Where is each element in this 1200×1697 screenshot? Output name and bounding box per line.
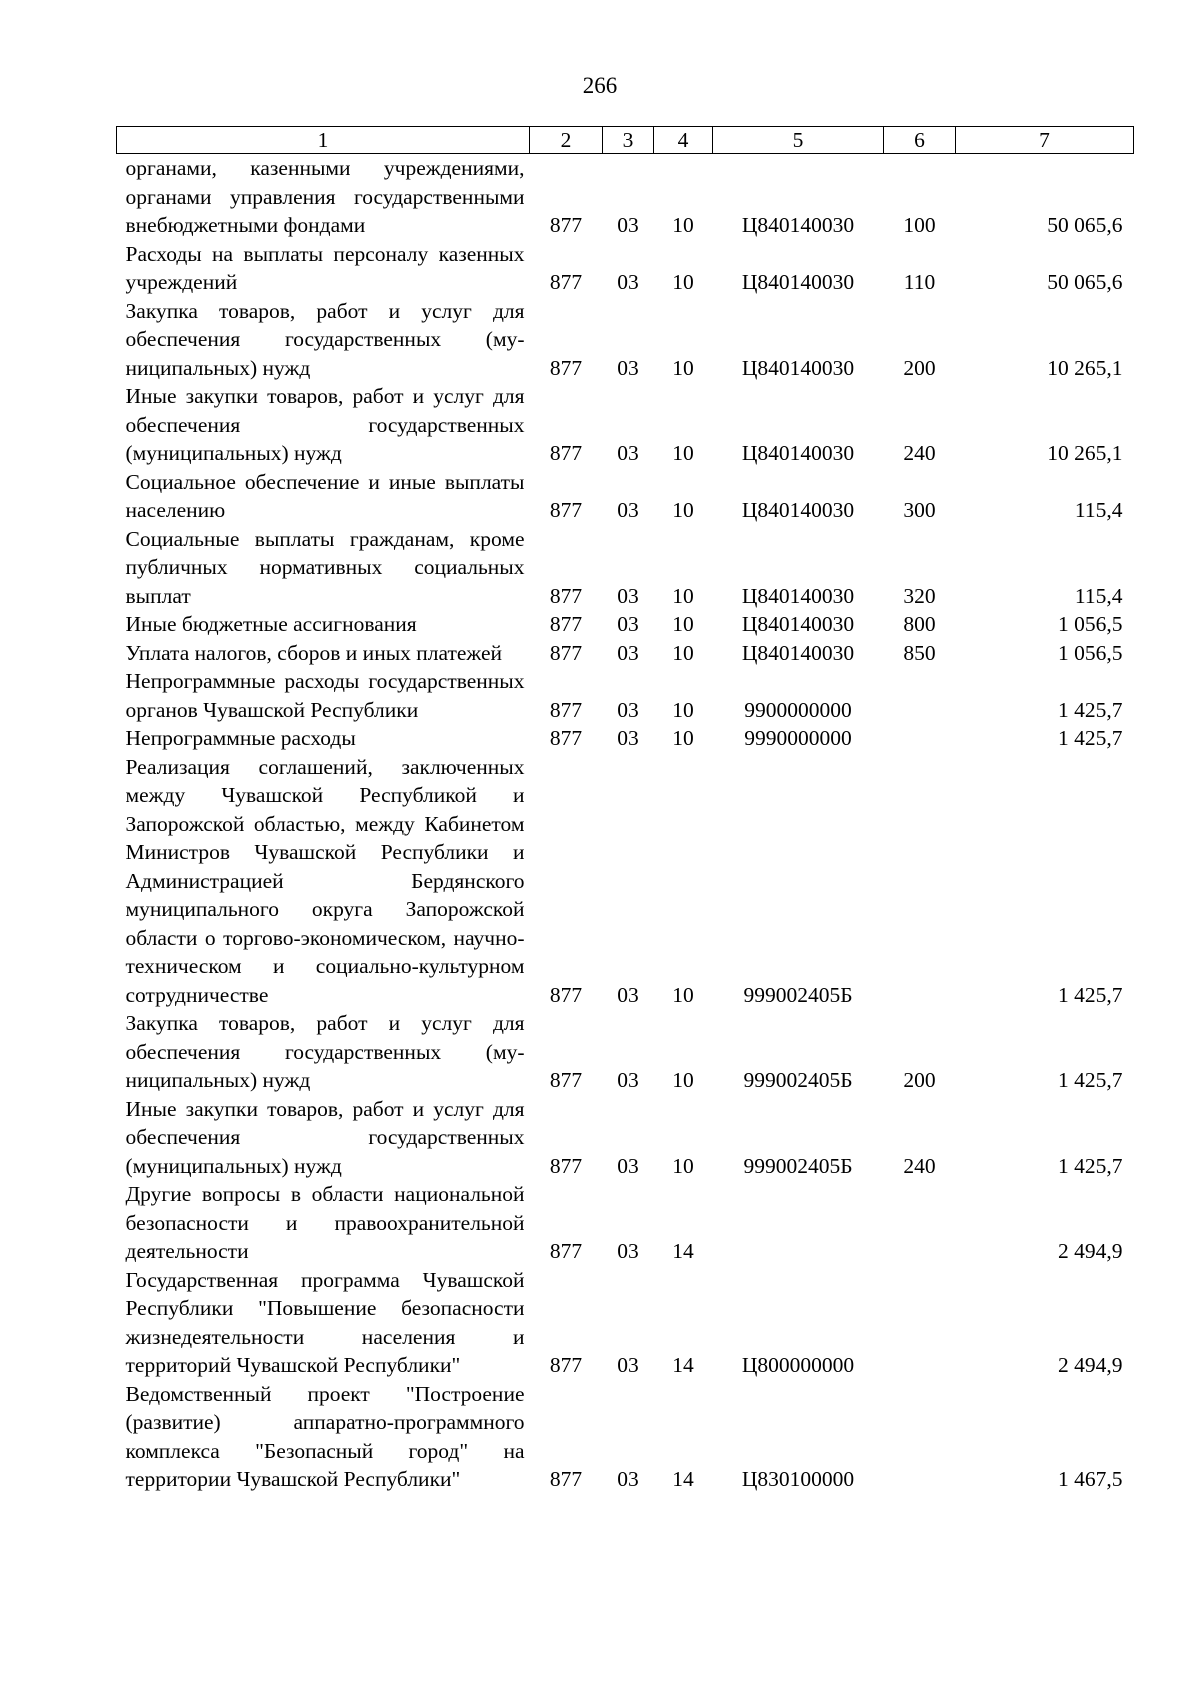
row-pr-cell: 10 bbox=[672, 697, 694, 722]
row-name-cell: Непрограммные расходы государственных органов Чувашской Республики bbox=[125, 669, 525, 722]
row-rz-cell: 03 bbox=[617, 1467, 639, 1491]
row-csr-cell: Ц840140030 bbox=[741, 583, 855, 608]
row-pr-cell: 10 bbox=[672, 1153, 694, 1178]
row-vr-cell: 200 bbox=[903, 1068, 936, 1092]
row-csr-cell: 9990000000 bbox=[744, 726, 852, 750]
header-cell-pr: 4 bbox=[654, 127, 713, 154]
row-rz-cell: 03 bbox=[617, 640, 639, 665]
row-name-cell: Уплата налогов, сборов и иных платежей bbox=[125, 640, 503, 665]
row-sum-cell: 1 425,7 bbox=[1058, 982, 1123, 1007]
row-pr-cell: 10 bbox=[672, 640, 694, 665]
row-ved-cell: 877 bbox=[549, 213, 583, 237]
page-number: 266 bbox=[582, 73, 618, 98]
row-rz-cell: 03 bbox=[617, 726, 639, 750]
row-name-cell: Другие вопросы в области национальной безопасности и правоохранительной деятельности bbox=[125, 1182, 525, 1263]
table-row bbox=[117, 639, 1134, 668]
header-cell-ved: 2 bbox=[530, 127, 603, 154]
row-ved-cell: 877 bbox=[549, 355, 583, 380]
row-rz-cell: 03 bbox=[617, 498, 639, 522]
row-sum-cell: 1 425,7 bbox=[1058, 1068, 1123, 1092]
header-cell-sum: 7 bbox=[956, 127, 1134, 154]
table-row bbox=[117, 297, 1134, 383]
row-vr-cell bbox=[884, 667, 956, 724]
row-name-cell: Непрограммные расходы bbox=[125, 726, 356, 750]
row-sum-cell: 1 467,5 bbox=[1058, 1467, 1123, 1491]
row-csr-cell bbox=[713, 1180, 884, 1266]
row-rz-cell: 03 bbox=[617, 583, 639, 608]
row-pr-cell: 10 bbox=[672, 355, 694, 380]
row-csr-cell: Ц840140030 bbox=[741, 355, 855, 380]
row-name-cell: Иные бюджетные ассигнования bbox=[125, 612, 417, 636]
row-pr-cell: 10 bbox=[672, 441, 694, 465]
row-csr-cell: Ц840140030 bbox=[741, 612, 855, 636]
row-pr-cell: 10 bbox=[672, 583, 694, 608]
row-vr-cell: 850 bbox=[903, 640, 936, 665]
row-sum-cell: 50 065,6 bbox=[1047, 270, 1123, 294]
row-rz-cell: 03 bbox=[617, 441, 639, 465]
row-csr-cell: Ц840140030 bbox=[741, 498, 855, 522]
row-vr-cell bbox=[884, 1380, 956, 1494]
row-vr-cell bbox=[884, 753, 956, 1010]
row-sum-cell: 10 265,1 bbox=[1047, 355, 1123, 380]
row-ved-cell: 877 bbox=[549, 640, 583, 665]
row-ved-cell: 877 bbox=[549, 1467, 583, 1491]
row-name-cell: Ведомственный проект "Построение (развитие) аппаратно-программного комплекса "Безопасный город" на территории Чувашской Республики" bbox=[125, 1381, 525, 1491]
row-name-cell: Реализация соглашений, заключенных между Чувашской Республикой и Запорожской областью, между Кабинетом Министров Чувашской Республики и Администрацией Бердянского муниципального округа Запорожской области о торгово-экономическом, научно-техническом и социально-культурном сотрудничестве bbox=[125, 754, 525, 1007]
row-vr-cell bbox=[884, 1266, 956, 1380]
table-row bbox=[117, 154, 1134, 240]
row-vr-cell: 200 bbox=[903, 355, 936, 380]
row-rz-cell: 03 bbox=[617, 1153, 639, 1178]
row-sum-cell: 1 056,5 bbox=[1058, 612, 1123, 636]
row-vr-cell: 800 bbox=[903, 612, 936, 636]
row-pr-cell: 10 bbox=[672, 1068, 694, 1092]
table-row bbox=[117, 240, 1134, 297]
row-ved-cell: 877 bbox=[549, 1153, 583, 1178]
header-cell-vr: 6 bbox=[884, 127, 956, 154]
header-cell-csr: 5 bbox=[713, 127, 884, 154]
table-row bbox=[117, 525, 1134, 611]
row-csr-cell: 999002405Б bbox=[743, 982, 853, 1007]
row-rz-cell: 03 bbox=[617, 1068, 639, 1092]
table-row bbox=[117, 1380, 1134, 1494]
table-row bbox=[117, 724, 1134, 753]
row-pr-cell: 10 bbox=[672, 726, 694, 750]
row-ved-cell: 877 bbox=[549, 697, 583, 722]
row-ved-cell: 877 bbox=[549, 583, 583, 608]
row-csr-cell: Ц840140030 bbox=[741, 270, 855, 294]
row-vr-cell: 240 bbox=[903, 1153, 936, 1178]
header-cell-name: 1 bbox=[117, 127, 530, 154]
row-pr-cell: 14 bbox=[672, 1239, 694, 1263]
row-csr-cell: Ц840140030 bbox=[741, 441, 855, 465]
row-sum-cell: 2 494,9 bbox=[1058, 1239, 1123, 1263]
table-row bbox=[117, 468, 1134, 525]
row-rz-cell: 03 bbox=[617, 1239, 639, 1263]
row-name-cell: Иные закупки товаров, работ и услуг для обеспечения государственных (муниципальных) нужд bbox=[125, 384, 525, 465]
row-pr-cell: 14 bbox=[672, 1353, 694, 1377]
row-ved-cell: 877 bbox=[549, 1068, 583, 1092]
row-pr-cell: 10 bbox=[672, 612, 694, 636]
row-rz-cell: 03 bbox=[617, 355, 639, 380]
row-name-cell: Закупка товаров, работ и услуг для обеспечения государственных (муниципальных) нужд bbox=[125, 1011, 525, 1092]
row-name-cell: Расходы на выплаты персоналу казенных учреждений bbox=[125, 241, 525, 294]
row-csr-cell: Ц840140030 bbox=[741, 640, 855, 665]
row-ved-cell: 877 bbox=[549, 270, 583, 294]
table-header bbox=[117, 127, 1134, 154]
row-csr-cell: 999002405Б bbox=[743, 1153, 853, 1178]
row-name-cell: Социальное обеспечение и иные выплаты населению bbox=[125, 469, 525, 522]
table-row bbox=[117, 382, 1134, 468]
row-rz-cell: 03 bbox=[617, 213, 639, 237]
row-rz-cell: 03 bbox=[617, 982, 639, 1007]
row-ved-cell: 877 bbox=[549, 1353, 583, 1377]
row-ved-cell: 877 bbox=[549, 612, 583, 636]
row-ved-cell: 877 bbox=[549, 982, 583, 1007]
row-pr-cell: 10 bbox=[672, 982, 694, 1007]
row-rz-cell: 03 bbox=[617, 697, 639, 722]
row-sum-cell: 2 494,9 bbox=[1058, 1353, 1123, 1377]
row-name-cell: Закупка товаров, работ и услуг для обеспечения государственных (муниципальных) нужд bbox=[125, 298, 525, 380]
row-csr-cell: 9900000000 bbox=[744, 697, 852, 722]
table-row bbox=[117, 1009, 1134, 1095]
row-ved-cell: 877 bbox=[549, 726, 583, 750]
table-row bbox=[117, 753, 1134, 1010]
header-cell-rz: 3 bbox=[603, 127, 654, 154]
row-vr-cell: 100 bbox=[903, 213, 936, 237]
row-sum-cell: 115,4 bbox=[1074, 498, 1123, 522]
table-row bbox=[117, 1180, 1134, 1266]
row-pr-cell: 10 bbox=[672, 498, 694, 522]
budget-table bbox=[116, 126, 1134, 1494]
row-csr-cell: 999002405Б bbox=[743, 1068, 853, 1092]
row-rz-cell: 03 bbox=[617, 1353, 639, 1377]
table-row bbox=[117, 667, 1134, 724]
row-ved-cell: 877 bbox=[549, 1239, 583, 1263]
row-rz-cell: 03 bbox=[617, 270, 639, 294]
header-row bbox=[117, 127, 1134, 154]
row-vr-cell: 320 bbox=[903, 583, 936, 608]
row-name-cell: Иные закупки товаров, работ и услуг для обеспечения государственных (муниципальных) нужд bbox=[125, 1096, 525, 1178]
row-sum-cell: 1 425,7 bbox=[1058, 1153, 1123, 1178]
row-sum-cell: 10 265,1 bbox=[1047, 441, 1123, 465]
row-csr-cell: Ц830100000 bbox=[741, 1467, 855, 1491]
row-vr-cell: 300 bbox=[903, 498, 936, 522]
row-vr-cell bbox=[884, 724, 956, 753]
table-row bbox=[117, 1266, 1134, 1380]
row-sum-cell: 115,4 bbox=[1074, 583, 1123, 608]
row-sum-cell: 50 065,6 bbox=[1047, 213, 1123, 237]
row-csr-cell: Ц840140030 bbox=[741, 213, 855, 237]
row-sum-cell: 1 425,7 bbox=[1058, 697, 1123, 722]
row-ved-cell: 877 bbox=[549, 498, 583, 522]
table-body bbox=[117, 154, 1134, 1494]
row-name-cell: органами, казенными учреждениями, органами управления государственными внебюджетными фондами bbox=[125, 156, 525, 237]
row-vr-cell: 110 bbox=[903, 270, 936, 294]
row-name-cell: Государственная программа Чувашской Республики "Повышение безопасности жизнедеятельности населения и территорий Чувашской Республики" bbox=[125, 1267, 525, 1377]
row-csr-cell: Ц800000000 bbox=[741, 1353, 855, 1377]
row-pr-cell: 14 bbox=[672, 1467, 694, 1491]
row-ved-cell: 877 bbox=[549, 441, 583, 465]
row-sum-cell: 1 425,7 bbox=[1058, 726, 1123, 750]
row-pr-cell: 10 bbox=[672, 270, 694, 294]
row-sum-cell: 1 056,5 bbox=[1058, 640, 1123, 665]
table-row bbox=[117, 1095, 1134, 1181]
row-pr-cell: 10 bbox=[672, 213, 694, 237]
table-row bbox=[117, 610, 1134, 639]
row-vr-cell: 240 bbox=[903, 441, 936, 465]
row-rz-cell: 03 bbox=[617, 612, 639, 636]
row-name-cell: Социальные выплаты гражданам, кроме публичных нормативных социальных выплат bbox=[125, 526, 525, 608]
row-vr-cell bbox=[884, 1180, 956, 1266]
